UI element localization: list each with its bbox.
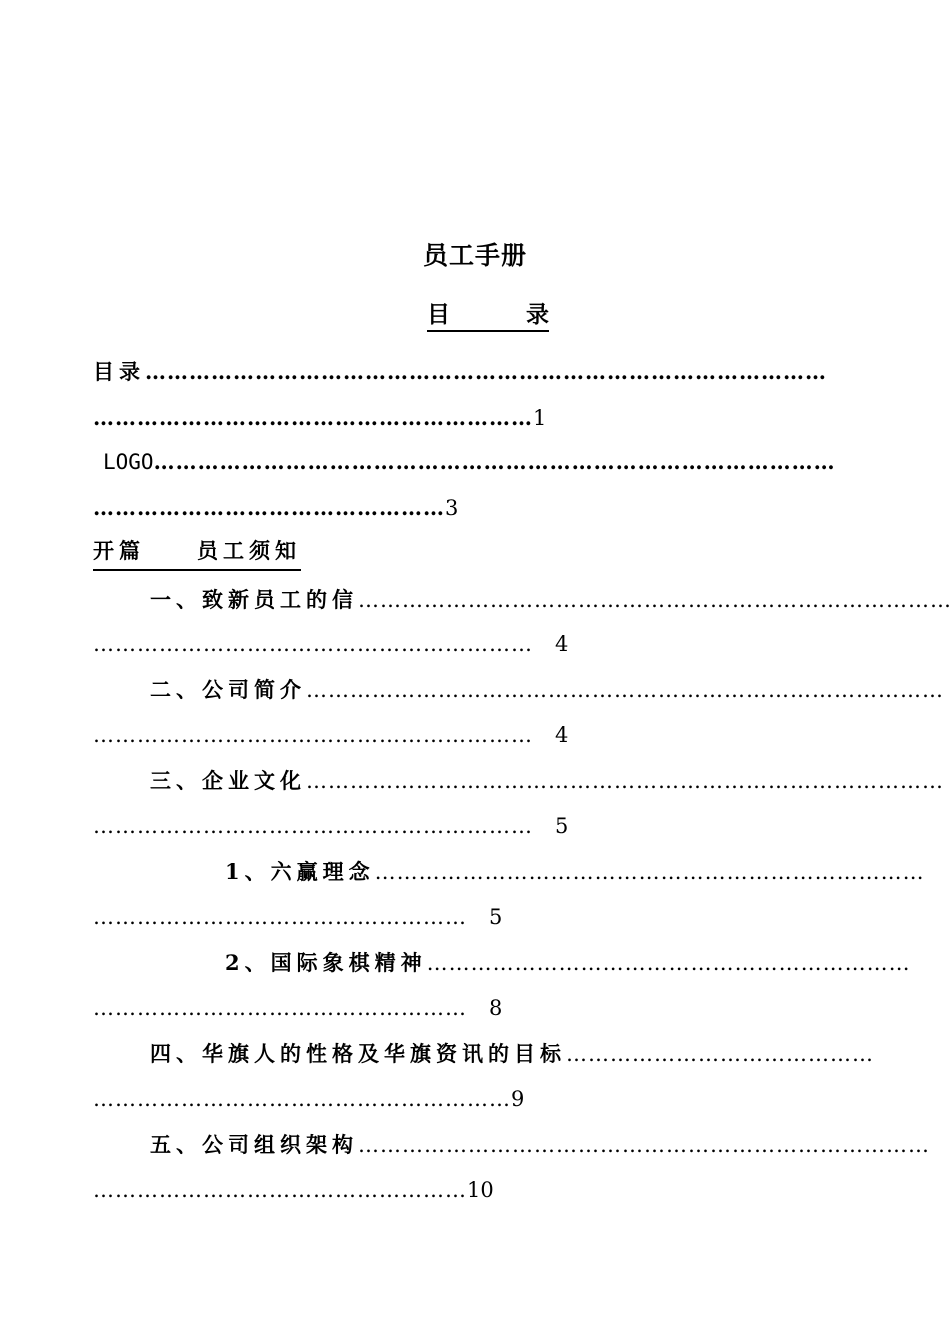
- toc-entry-page: 1: [533, 406, 547, 430]
- leader-dots: …………………………………………: [93, 495, 445, 520]
- toc-entry-page: 3: [445, 496, 459, 520]
- leader-dots: ……………………………………………: [93, 1178, 467, 1202]
- toc-entry-label: 四、华旗人的性格及华旗资讯的目标: [150, 1041, 566, 1066]
- leader-dots: ……………………………………………: [93, 996, 467, 1020]
- leader-dots: ………………………………………………………………………: [358, 588, 952, 612]
- toc-entry-label: LOGO: [103, 450, 154, 474]
- toc-entry-page: 4: [555, 723, 569, 747]
- toc-entry-page: 5: [555, 814, 569, 838]
- leader-dots: ……………………………………………………………………………: [306, 769, 944, 793]
- toc-entry-page: 10: [467, 1178, 494, 1202]
- toc-entry-label: 一、致新员工的信: [150, 587, 358, 612]
- toc-heading-right: 录: [526, 302, 549, 328]
- toc-heading-left: 目: [427, 302, 450, 328]
- toc-entry-label: 2、国际象棋精神: [225, 950, 427, 975]
- leader-dots: …………………………………………………: [93, 1087, 511, 1111]
- leader-dots: ……………………………………………………: [93, 405, 533, 430]
- leader-dots: ……………………………………………………: [93, 723, 533, 747]
- toc-entry-label: 二、公司简介: [150, 677, 306, 702]
- toc-heading: [427, 294, 549, 332]
- toc-entry-page: 9: [511, 1087, 525, 1111]
- leader-dots: …………………………………………………………………………………: [145, 359, 827, 384]
- leader-dots: …………………………………………………………: [426, 951, 911, 975]
- leader-dots: …………………………………………………………………………………: [153, 449, 836, 474]
- leader-dots: ……………………………………………………………………: [358, 1133, 930, 1157]
- leader-dots: ……………………………………………………: [93, 632, 533, 656]
- toc-entry-page: 4: [555, 632, 569, 656]
- toc-entry-label: 目录: [93, 359, 145, 384]
- leader-dots: …………………………………………………………………: [374, 860, 925, 884]
- toc-entry-label: 1、六赢理念: [225, 859, 375, 884]
- leader-dots: ……………………………………: [566, 1042, 874, 1066]
- document-title: 员工手册: [422, 241, 527, 270]
- toc-entry-page: 8: [489, 996, 503, 1020]
- leader-dots: ……………………………………………………: [93, 814, 533, 838]
- toc-entry-page: 5: [489, 905, 503, 929]
- leader-dots: ……………………………………………………………………………: [306, 678, 944, 702]
- leader-dots: ……………………………………………: [93, 905, 467, 929]
- section-heading: 开篇 员工须知: [93, 533, 301, 571]
- toc-entry-label: 三、企业文化: [150, 768, 306, 793]
- toc-entry-label: 五、公司组织架构: [150, 1132, 358, 1157]
